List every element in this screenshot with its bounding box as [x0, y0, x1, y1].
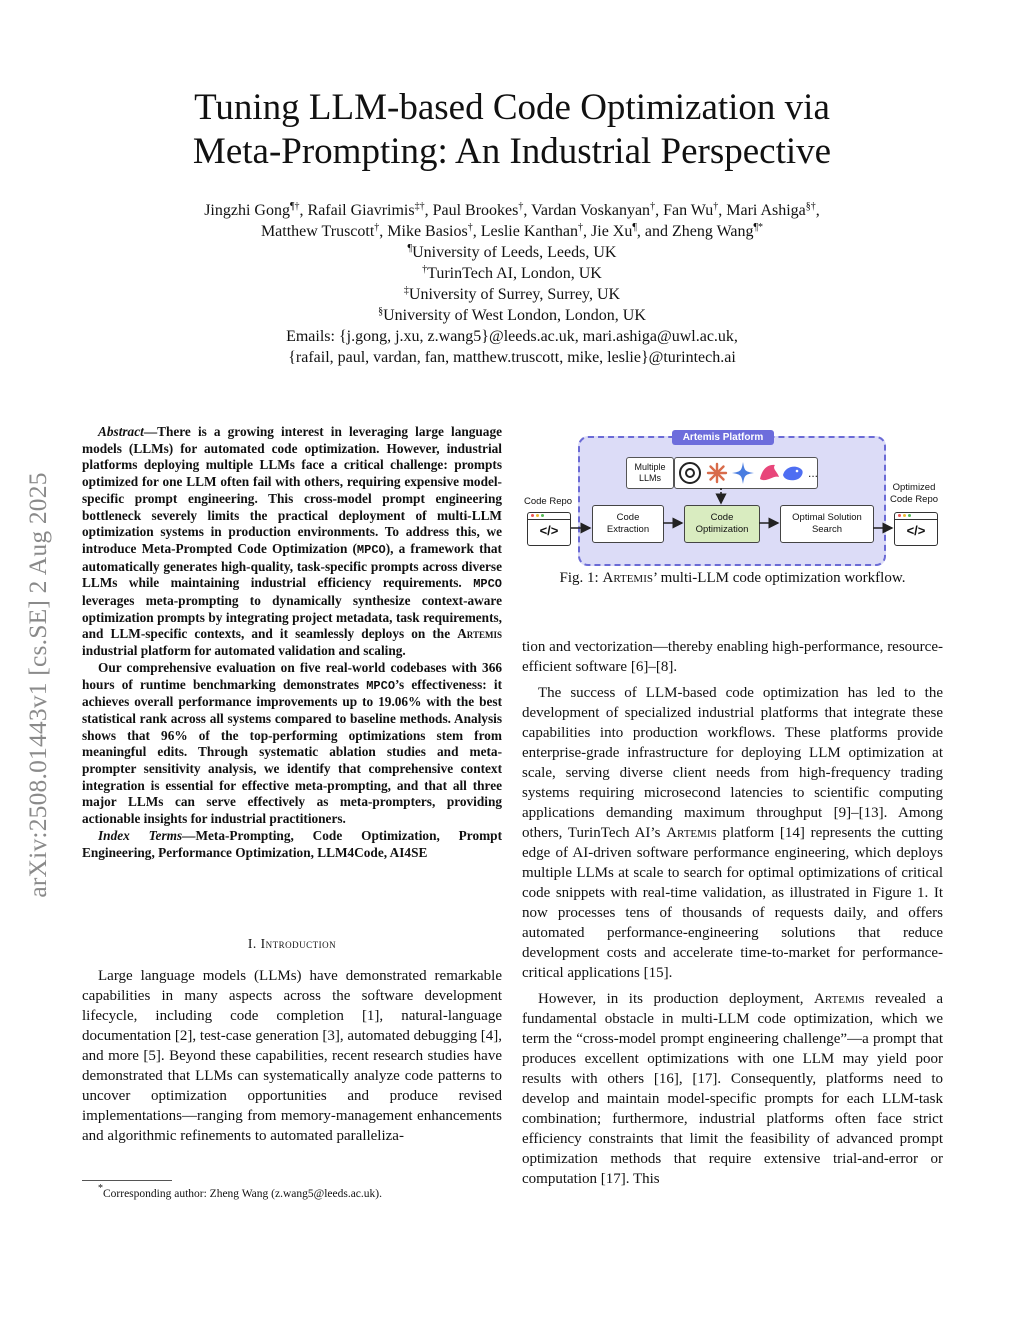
- author-marks: †: [650, 201, 656, 212]
- artemis-name: Artemis: [814, 991, 865, 1007]
- author-marks: ¶†: [289, 201, 300, 212]
- intro-right-column: [522, 637, 943, 1189]
- llm-logos-box: [674, 457, 818, 489]
- window-titlebar: [895, 513, 937, 520]
- arxiv-stamp: [10, 410, 66, 960]
- affiliation: [0, 263, 1024, 284]
- arxiv-stamp-text[interactable]: arXiv:2508.01443v1 [cs.SE] 2 Aug 2025: [23, 472, 52, 898]
- llm-logos: [675, 458, 817, 488]
- optimized-repo-window: [894, 512, 938, 546]
- abstract-text: ), a framework that automatically generates high-quality, task-specific prompts across diverse LLMs while maintaining industrial efficiency requirements.: [82, 540, 502, 591]
- author-name: Mari Ashiga: [726, 202, 806, 219]
- author-marks: †: [578, 222, 584, 233]
- author-marks: ‡†: [414, 201, 425, 212]
- code-optimization-label: Code Optimization: [695, 512, 749, 535]
- footnote-text: Corresponding author: Zheng Wang (z.wang5@leeds.ac.uk).: [103, 1188, 382, 1200]
- paragraph-text: However, in its production deployment,: [538, 991, 815, 1007]
- index-terms-label: Index Terms: [98, 827, 183, 843]
- window-titlebar: [528, 513, 570, 520]
- claude-icon: [708, 464, 726, 482]
- index-terms-text: —Meta-Prompting, Code Optimization, Prompt Engineering, Performance Optimization, LLM4Code, AI4SE: [82, 827, 503, 860]
- author-marks: §†: [805, 201, 816, 212]
- gemini-icon: [732, 462, 754, 484]
- section-heading: [82, 936, 502, 952]
- intro-left-column: [82, 966, 502, 1146]
- caption-prefix: Fig. 1:: [559, 570, 603, 586]
- artemis-name: Artemis: [666, 825, 717, 841]
- optimized-repo-label-line: Optimized: [892, 482, 936, 493]
- author-name: Jingzhi Gong: [204, 202, 290, 219]
- abstract-label: Abstract: [98, 424, 144, 439]
- caption-text: ’ multi-LLM code optimization workflow.: [653, 570, 906, 586]
- caption-name: Artemis: [602, 570, 653, 586]
- openai-icon: [680, 463, 700, 483]
- abstract-paragraph: [82, 424, 502, 660]
- author-name: Vardan Voskanyan: [531, 202, 651, 219]
- affiliation-mark: ¶: [407, 243, 413, 254]
- multiple-llms-label: Multiple LLMs: [634, 462, 666, 483]
- abstract-text: leverages meta-prompting to dynamically synthesize context-aware optimization prompts by integrating project metadata, task requirements, and LLM-specific contexts, and it seamlessly deploys on the: [82, 593, 502, 642]
- section-number: I.: [247, 936, 257, 951]
- emails-line-2[interactable]: {rafail, paul, vardan, fan, matthew.truscott, mike, leslie}@turintech.ai: [288, 349, 736, 366]
- artemis-platform-label: Artemis Platform: [672, 430, 774, 445]
- title-line-1: Tuning LLM-based Code Optimization via: [194, 87, 830, 128]
- code-icon: </>: [906, 523, 926, 538]
- optimal-search-box: [780, 505, 874, 543]
- author-name: Mike Basios: [387, 223, 468, 240]
- affiliation-text: University of Surrey, Surrey, UK: [408, 286, 621, 303]
- affiliation-mark: ‡: [403, 285, 409, 296]
- code-extraction-box: [592, 505, 664, 543]
- multiple-llms-box: [626, 457, 674, 489]
- abstract-text: industrial platform for automated validation and scaling.: [82, 643, 406, 659]
- affiliation: [0, 284, 1024, 305]
- code-optimization-box: [684, 505, 760, 543]
- author-marks: ¶*: [753, 222, 764, 233]
- affiliation: [0, 305, 1024, 326]
- intro-paragraph: [522, 989, 943, 1189]
- author-name: Fan Wu: [663, 202, 714, 219]
- footnote-mark: *: [98, 1183, 103, 1194]
- paper-title: [0, 86, 1024, 174]
- artemis-name: Artemis: [457, 626, 502, 642]
- paragraph-text: platform [14] represents the cutting edge of AI-driven software performance engineering, which deploys multiple LLMs at scale to search for optimal optimizations of critical code snippets with real-time validation, as illustrated in Figure 1. It now processes tens of thousands of requests daily, and offers automated performance-engineering solutions that reduce development costs and accelerate time-to-market for performance-critical applications [15].: [522, 825, 943, 981]
- affiliation-mark: §: [378, 306, 384, 317]
- code-repo-label: Code Repo: [524, 496, 573, 507]
- abstract-text: ’s effectiveness: it achieves overall performance improvements up to 19.06% with the best statistical rank across all systems compared to baseline methods. Analysis shows that 96% of the top-performing optimizations stem from meaningful edits. Through systematic ablation studies and meta-prompter sensitivity analysis, we identify that comprehensive context integration is essential for effective meta-prompting, and that all three major LLMs can serve effectively as meta-prompters, providing actionable insights for industrial practitioners.: [82, 676, 502, 827]
- figure-artemis-workflow: [522, 424, 943, 564]
- author-marks: †: [467, 222, 473, 233]
- affiliation-text: University of West London, London, UK: [383, 307, 646, 324]
- optimized-repo-label-line: Code Repo: [889, 494, 939, 505]
- author-name: Paul Brookes: [432, 202, 519, 219]
- author-marks: ¶: [632, 222, 637, 233]
- author-marks: †: [713, 201, 719, 212]
- optimal-search-label: Optimal Solution Search: [792, 512, 862, 535]
- author-line-2: Matthew Truscott†, Mike Basios†, Leslie Kanthan†, Jie Xu¶, and Zheng Wang¶*: [260, 222, 764, 240]
- mpco-name: MPCO: [356, 542, 386, 557]
- artemis-platform-container: [578, 436, 886, 566]
- abstract-text: —There is a growing interest in leveraging large language models (LLMs) for automated code optimization. However, industrial platforms deploying multiple LLMs face a critical challenge: prompts optimized for one LLM often fail with others, requiring expensive model-specific prompt engineering. This cross-model prompt engineering bottleneck severely limits the practical deployment of multi-LLM optimization systems in production environments. To address this, we introduce Meta-Prompted Code Optimization (: [82, 424, 502, 556]
- footnote: [82, 1183, 502, 1201]
- code-icon: </>: [539, 523, 559, 538]
- affiliation: [0, 242, 1024, 263]
- author-marks: †: [518, 201, 524, 212]
- affiliation-text: TurinTech AI, London, UK: [427, 265, 602, 282]
- author-marks: †: [374, 222, 380, 233]
- more-llms-ellipsis: ...: [808, 466, 819, 480]
- author-name: Leslie Kanthan: [480, 223, 579, 240]
- emails-line-1[interactable]: Emails: {j.gong, j.xu, z.wang5}@leeds.ac.uk, mari.ashiga@uwl.ac.uk,: [286, 328, 738, 345]
- footnote-rule: [82, 1180, 172, 1181]
- abstract-text: Our comprehensive evaluation on five real-world codebases with 366 hours of runtime benchmarking demonstrates: [82, 659, 502, 692]
- optimized-repo-label: [886, 482, 942, 506]
- code-extraction-label: Code Extraction: [606, 512, 650, 535]
- index-terms: [82, 828, 502, 861]
- paragraph-text: The success of LLM-based code optimization has led to the development of specialized industrial platforms that integrate these capabilities into production workflows. These platforms provide enterprise-grade infrastructure for deploying LLM optimization at scale, serving diverse client needs from high-frequency trading systems requiring microsecond latencies to scientific computing applications demanding maximum throughput [9]–[13]. Among others, TurinTech AI’s: [522, 685, 943, 841]
- affiliation-text: University of Leeds, Leeds, UK: [412, 244, 617, 261]
- author-name: Zheng Wang: [672, 223, 754, 240]
- author-name: Matthew Truscott: [260, 223, 375, 240]
- author-name: Rafail Giavrimis: [307, 202, 415, 219]
- code-repo-window: [527, 512, 571, 546]
- mpco-name: MPCO: [473, 577, 502, 592]
- affiliation-mark: †: [422, 264, 428, 275]
- abstract: [82, 424, 502, 861]
- llama-icon: [760, 465, 779, 480]
- author-line-1: Jingzhi Gong¶†, Rafail Giavrimis‡†, Paul Brookes†, Vardan Voskanyan†, Fan Wu†, Mari Ashiga§†,: [204, 201, 820, 219]
- author-name: Jie Xu: [591, 223, 633, 240]
- figure-caption: [522, 570, 943, 587]
- section-title: Introduction: [260, 936, 337, 951]
- intro-paragraph: tion and vectorization—thereby enabling high-performance, resource-efficient software [6]–[8].: [522, 639, 943, 675]
- intro-paragraph: [522, 683, 943, 983]
- author-block: [0, 200, 1024, 368]
- deepseek-icon: [783, 467, 803, 481]
- title-line-2: Meta-Prompting: An Industrial Perspective: [192, 131, 832, 172]
- intro-paragraph: Large language models (LLMs) have demonstrated remarkable capabilities in many aspects across the software development lifecycle, including code completion [1], natural-language documentation [2], test-case generation [3], automated debugging [4], and more [5]. Beyond these capabilities, recent research studies have demonstrated that LLMs can systematically analyze code patterns to uncover optimization opportunities and produce revised implementations—ranging from memory-management enhancements and algorithmic refinements to automated paralleliza-: [82, 968, 502, 1144]
- mpco-name: MPCO: [366, 678, 396, 693]
- abstract-paragraph: [82, 660, 502, 828]
- paragraph-text: revealed a fundamental obstacle in multi-LLM code optimization, which we term the “cross-model prompt engineering challenge”—a prompt that produces excellent optimizations with one LLM may yield poor results with others [16], [17]. Consequently, platforms need to develop and maintain model-specific prompts for each LLM-task combination; furthermore, industrial platforms often face strict efficiency constraints that limit the feasibility of advanced prompt optimization methods that require extensive trial-and-error or computation [17]. This: [522, 991, 943, 1187]
